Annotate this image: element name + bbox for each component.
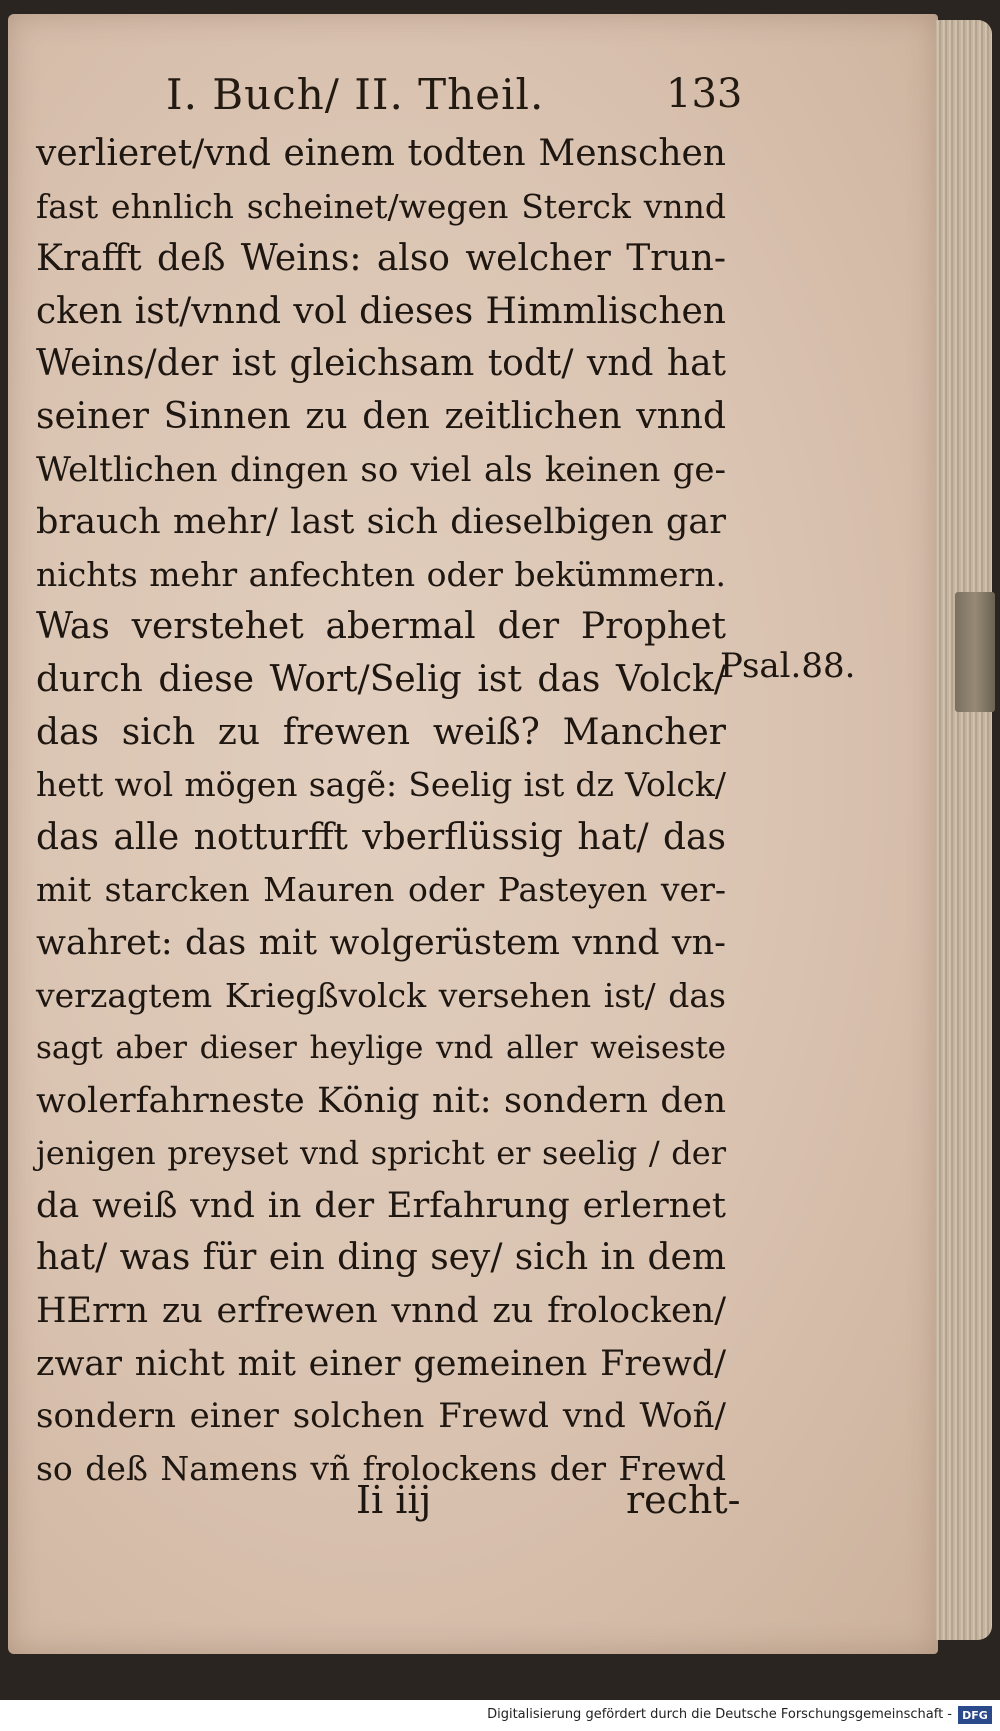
text-line: hett wol mögen sagẽ: Seelig ist dz Volck/: [36, 765, 726, 805]
text-line: wahret: das mit wolgerüstem vnnd vn-: [36, 922, 726, 963]
signature-mark: Ii iij: [356, 1478, 432, 1522]
catchword: recht-: [626, 1478, 741, 1522]
text-line: cken ist/vnnd vol dieses Himmlischen: [36, 290, 726, 332]
text-line: wolerfahrneste König nit: sondern den: [36, 1080, 726, 1121]
text-line: jenigen preyset vnd spricht er seelig / der: [36, 1134, 726, 1173]
text-line: durch diese Wort/Selig ist das Volck/: [36, 658, 726, 700]
dfg-logo-icon: DFG: [958, 1706, 992, 1724]
page-edges: [936, 20, 992, 1640]
text-line: Krafft deß Weins: also welcher Trun-: [36, 238, 726, 280]
text-line: da weiß vnd in der Erfahrung erlernet: [36, 1185, 726, 1226]
text-line: brauch mehr/ last sich dieselbigen gar: [36, 502, 726, 543]
running-head: I. Buch/ II. Theil.: [166, 69, 545, 119]
text-line: seiner Sinnen zu den zeitlichen vnnd: [36, 395, 726, 437]
text-line: sondern einer solchen Frewd vnd Woñ/: [36, 1396, 726, 1437]
text-line: mit starcken Mauren oder Pasteyen ver-: [36, 870, 726, 910]
text-line: fast ehnlich scheinet/wegen Sterck vnnd: [36, 186, 726, 226]
digitization-footer: [0, 1700, 1000, 1731]
text-line: verlieret/vnd einem todten Menschen: [36, 133, 726, 174]
footer-credit: Digitalisierung gefördert durch die Deutsche Forschungsgemeinschaft -: [487, 1707, 952, 1722]
text-line: Weins/der ist gleichsam todt/ vnd hat: [36, 343, 726, 385]
text-line: zwar nicht mit einer gemeinen Frewd/: [36, 1343, 726, 1384]
signature-line: [36, 1478, 741, 1538]
text-line: verzagtem Kriegßvolck versehen ist/ das: [36, 975, 726, 1015]
bookmark-ribbon: [955, 592, 995, 712]
page-number: 133: [666, 71, 743, 117]
text-line: nichts mehr anfechten oder bekümmern.: [36, 554, 726, 594]
page-header: [36, 62, 743, 126]
text-line: so deß Namens vñ frolockens der Frewd: [36, 1448, 726, 1488]
text-line: HErrn zu erfrewen vnnd zu frolocken/: [36, 1291, 726, 1332]
text-line: das sich zu frewen weiß? Mancher: [36, 711, 726, 753]
text-line: sagt aber dieser heylige vnd aller weiseste: [36, 1030, 726, 1067]
text-line: Weltlichen dingen so viel als keinen ge-: [36, 449, 726, 490]
text-line: Was verstehet abermal der Prophet: [36, 606, 726, 648]
text-line: das alle notturfft vberflüssig hat/ das: [36, 816, 726, 858]
body-text: [36, 128, 726, 1495]
margin-note: Psal.88.: [720, 646, 856, 686]
text-line: hat/ was für ein ding sey/ sich in dem: [36, 1237, 726, 1279]
